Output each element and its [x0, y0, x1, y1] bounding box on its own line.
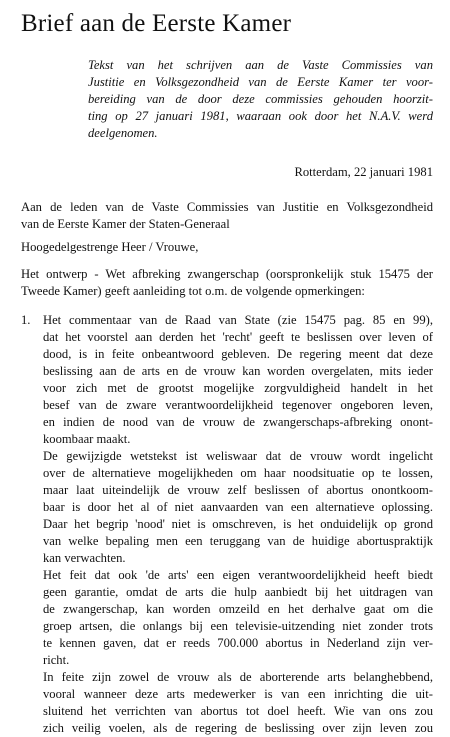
item-line: koombaar maakt. [43, 432, 131, 446]
intro-line: ting op 27 januari 1981, waaraan ook door het N.A.V. werd [88, 109, 433, 123]
item-line: besef van de zware verantwoordelijkheid tegenover ongeboren leven, [43, 398, 433, 412]
opening-line: Het ontwerp - Wet afbreking zwangerschap (oorspronkelijk stuk 15475 der [21, 267, 433, 281]
intro-line: bereiding van de door deze commissies gehouden hoorzit- [88, 92, 433, 106]
item-line: en indien de nood van de vrouw de zwangerschaps-afbreking onont- [43, 415, 433, 429]
intro-line: Tekst van het schrijven aan de Vaste Commissies van [88, 58, 433, 72]
item-number: 1. [21, 313, 31, 327]
item-line: Het feit dat ook 'de arts' een eigen verantwoordelijkheid heeft biedt [43, 568, 433, 582]
item-line: van welke bepaling men een teruggang van de huidige abortuspraktijk [43, 534, 433, 548]
item-line: kan verwachten. [43, 551, 126, 565]
intro-note [88, 57, 433, 142]
item-line: maar laat uiteindelijk de vrouw zelf beslissen of abortus onontkoom- [43, 483, 433, 497]
addressee-line: Aan de leden van de Vaste Commissies van Justitie en Volksgezondheid [21, 200, 433, 214]
item-line: baar is door het al of niet aanvaarden van een alternatieve oplossing. [43, 500, 433, 514]
addressee-line: van de Eerste Kamer der Staten-Generaal [21, 217, 230, 231]
opening-line: Tweede Kamer) geeft aanleiding tot o.m. de volgende opmerkingen: [21, 284, 365, 298]
item-line: voor zich met de grootst mogelijke zorgvuldigheid handelt in het [43, 381, 433, 395]
item-line: groep artsen, die onlangs bij een televisie-uitzending niet zonder trots [43, 619, 433, 633]
salutation-line: Hoogedelgestrenge Heer / Vrouwe, [21, 240, 199, 254]
item-line: richt. [43, 653, 70, 667]
item-line: zich veilig voelen, als de regering de beslissing over zijn leven zou [43, 721, 433, 735]
item-line: sluitend het verrichten van abortus tot doel heeft. Wie van ons zou [43, 704, 433, 718]
intro-line: Justitie en Volksgezondheid van de Eerste Kamer ter voor- [88, 75, 433, 89]
item-1-body [43, 312, 433, 737]
item-line: Het commentaar van de Raad van State (zie 15475 pag. 85 en 99), [43, 313, 433, 327]
item-line: beslissing aan de arts en de vrouw kan worden overgelaten, mits ieder [43, 364, 433, 378]
item-line: De gewijzigde wetstekst ist weliswaar dat de vrouw wordt ingelicht [43, 449, 433, 463]
item-line: vooral wanneer deze arts medewerker is van een inrichting die uit- [43, 687, 433, 701]
item-line: te kennen gaven, dat er reeds 700.000 abortus in Nederland zijn ver- [43, 636, 433, 650]
intro-line: deelgenomen. [88, 126, 158, 140]
page-title: Brief aan de Eerste Kamer [21, 10, 292, 37]
item-line: dood, is in feite onbeantwoord gebleven. De regering meent dat deze [43, 347, 433, 361]
item-line: dat het voorstel aan derden het 'recht' geeft te beslissen over leven of [43, 330, 433, 344]
item-line: In feite zijn zowel de vrouw als de aborterende arts belanghebbend, [43, 670, 433, 684]
item-line: over de alternatieve mogelijkheden om haar noodsituatie op te lossen, [43, 466, 433, 480]
dateline: Rotterdam, 22 januari 1981 [294, 165, 433, 179]
item-line: Daar het begrip 'nood' niet is omschreven, is het onduidelijk op grond [43, 517, 433, 531]
opening-paragraph [21, 266, 433, 300]
addressee [21, 199, 433, 233]
salutation [21, 239, 433, 256]
item-line: de zwangerschap, kan worden omzeild en het derhalve gaat om die [43, 602, 433, 616]
item-line: geen garantie, omdat de arts die hulp aanbiedt bij het uitdragen van [43, 585, 433, 599]
